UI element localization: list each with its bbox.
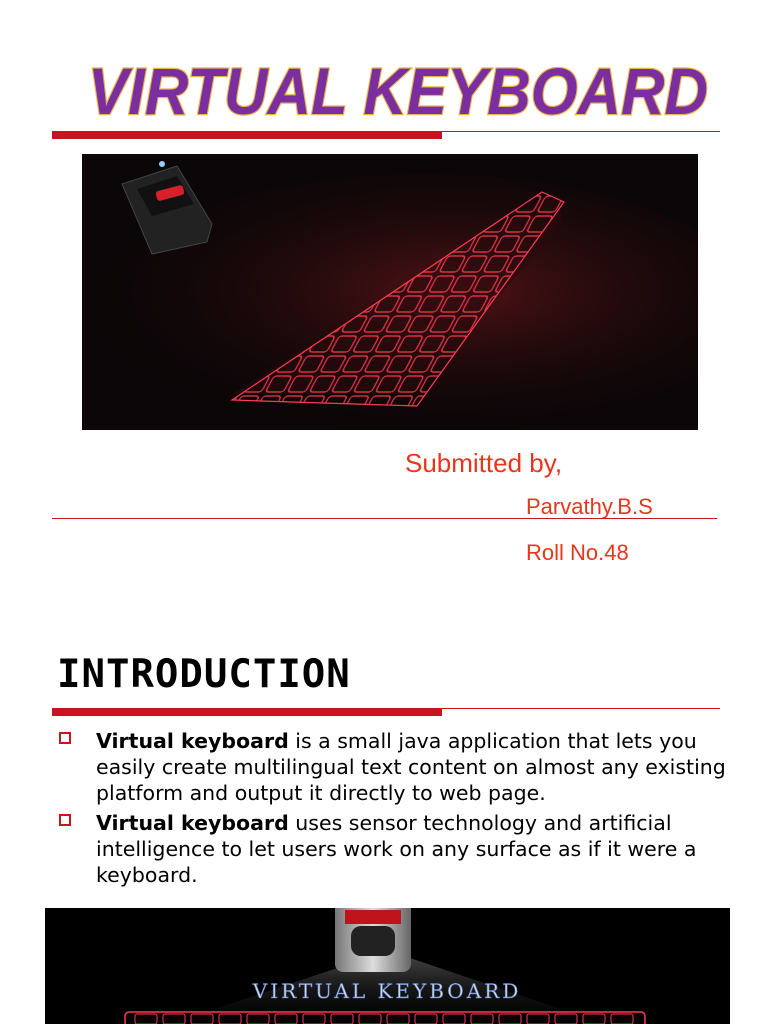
- banner-title-text: VIRTUAL KEYBOARD: [252, 979, 522, 1003]
- submitted-by-label: Submitted by,: [405, 448, 563, 478]
- heading-underline-thin: [442, 708, 720, 709]
- hollow-square-bullet-icon: [59, 732, 71, 744]
- hollow-square-bullet-icon: [59, 814, 71, 826]
- projector-device: [335, 908, 411, 972]
- bullet-text: uses sensor technology and artificial intelligence to let users work on any surface as if it were a keyboard.: [96, 811, 697, 887]
- slide-title-wordart: [78, 52, 718, 132]
- slide-title-text: VIRTUAL KEYBOARD: [88, 54, 708, 128]
- laser-keyboard-illustration: [82, 154, 698, 430]
- author-name: Parvathy.B.S: [526, 494, 653, 519]
- bullet-item: [58, 728, 726, 806]
- bullet-item: [58, 810, 726, 888]
- title-underline-thick: [52, 131, 442, 139]
- intro-bullet-list: [58, 728, 726, 892]
- bullet-term: Virtual keyboard: [96, 811, 289, 835]
- virtual-keyboard-banner-photo: [45, 908, 730, 1024]
- laser-keyboard-photo: [82, 154, 698, 430]
- heading-underline-thick: [52, 708, 442, 716]
- bullet-text: is a small java application that lets you easily create multilingual text content on almost any existing platform and output it directly to web page.: [96, 729, 726, 805]
- banner-illustration: [45, 908, 730, 1024]
- introduction-heading: INTRODUCTION: [57, 652, 351, 697]
- title-underline-thin: [442, 131, 720, 132]
- slide-title: [78, 52, 718, 132]
- roll-number: Roll No.48: [526, 540, 629, 565]
- bullet-term: Virtual keyboard: [96, 729, 289, 753]
